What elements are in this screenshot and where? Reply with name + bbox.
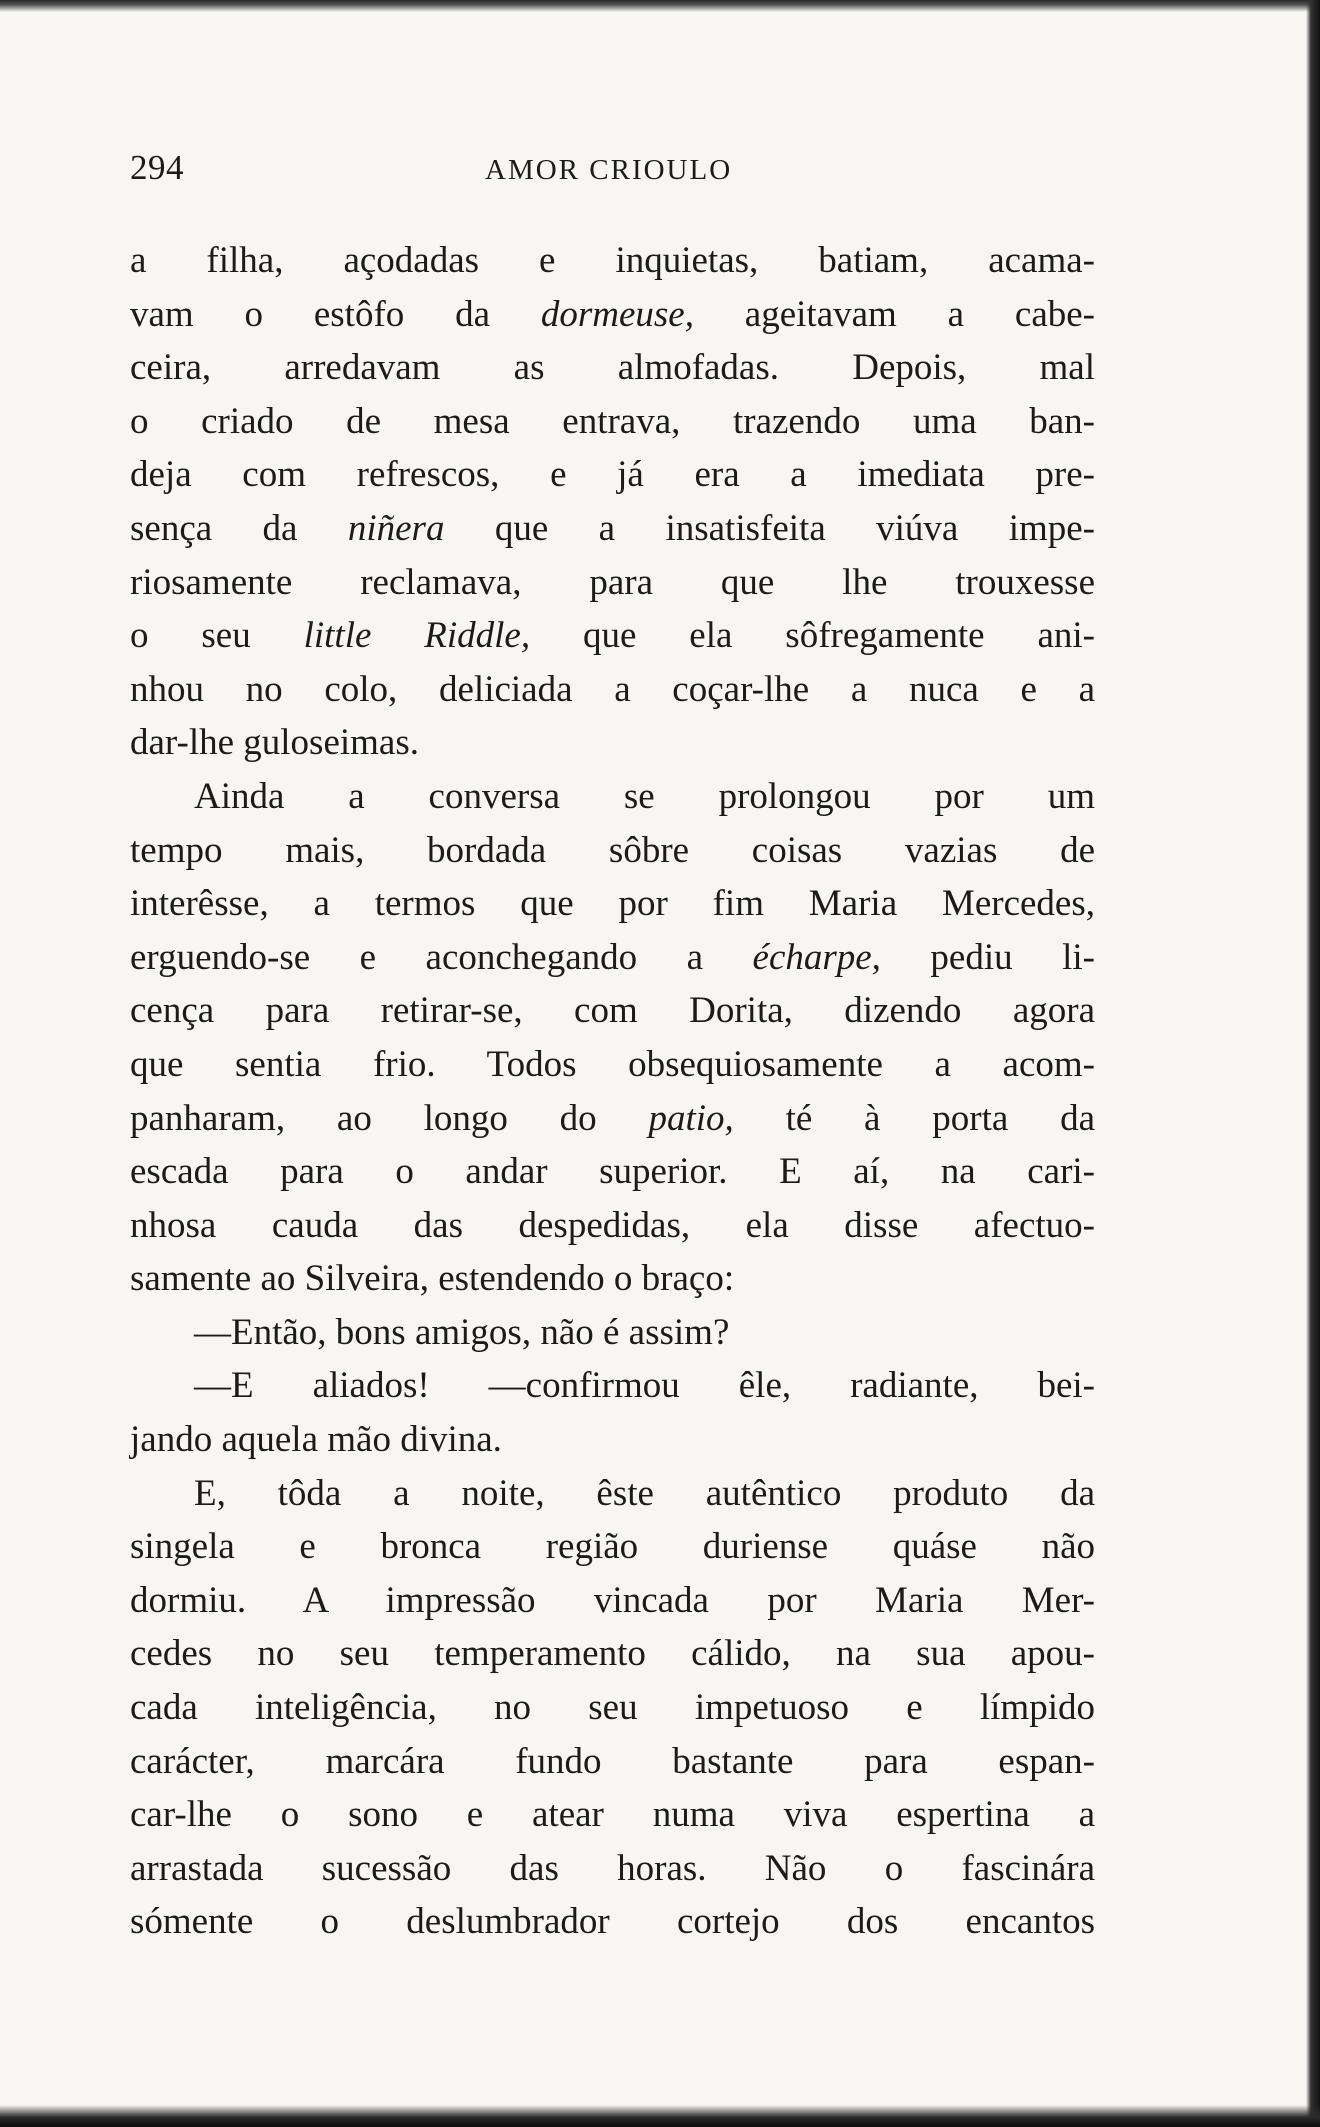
paragraph-start-line: E, tôda a noite, êste autêntico produto da	[194, 1472, 1095, 1514]
text-line: carácter, marcára fundo bastante para espan-	[130, 1740, 1095, 1782]
text-line: a filha, açodadas e inquietas, batiam, acama-	[130, 240, 1095, 281]
text-line: cada inteligência, no seu impetuoso e límpido	[130, 1687, 1095, 1729]
text-line: panharam, ao longo do patio, té à porta da	[130, 1097, 1095, 1139]
text-line: o criado de mesa entrava, trazendo uma ban-	[130, 400, 1095, 442]
text-line: sença da niñera que a insatisfeita viúva impe-	[130, 507, 1096, 549]
text-line: dormiu. A impressão vincada por Maria Mer-	[130, 1579, 1095, 1621]
text-line: singela e bronca região duriense quáse não	[130, 1526, 1095, 1568]
text-line: nhou no colo, deliciada a coçar-lhe a nuca e a	[130, 668, 1095, 710]
body-text	[130, 234, 1095, 1949]
page-number: 294	[130, 148, 184, 187]
running-title: AMOR CRIOULO	[485, 154, 733, 186]
text-line: samente ao Silveira, estendendo o braço:	[130, 1258, 735, 1300]
text-line: deja com refrescos, e já era a imediata pre-	[130, 454, 1095, 496]
text-line: nhosa cauda das despedidas, ela disse afectuo-	[130, 1204, 1095, 1246]
scan-edge-right	[1306, 0, 1320, 2127]
scan-edge-bottom	[0, 2105, 1320, 2127]
text-line: que sentia frio. Todos obsequiosamente a acom-	[130, 1043, 1095, 1085]
dialogue-line: —Então, bons amigos, não é assim?	[194, 1311, 730, 1353]
text-line: tempo mais, bordada sôbre coisas vazias de	[130, 829, 1095, 871]
text-line: dar-lhe guloseimas.	[130, 722, 420, 764]
text-line: o seu little Riddle, que ela sôfregamente ani-	[130, 615, 1095, 657]
text-line: riosamente reclamava, para que lhe trouxesse	[130, 561, 1095, 603]
text-line: jando aquela mão divina.	[130, 1419, 502, 1461]
text-line: cença para retirar-se, com Dorita, dizendo agora	[130, 990, 1095, 1032]
paragraph-start-line: Ainda a conversa se prolongou por um	[194, 775, 1095, 817]
text-line: interêsse, a termos que por fim Maria Mercedes,	[130, 883, 1095, 925]
text-line: escada para o andar superior. E aí, na cari-	[130, 1151, 1095, 1193]
text-line: sómente o deslumbrador cortejo dos encantos	[130, 1901, 1095, 1943]
page-header	[130, 148, 1095, 198]
text-line: car-lhe o sono e atear numa viva espertina a	[130, 1794, 1095, 1836]
text-line: erguendo-se e aconchegando a écharpe, pediu li-	[130, 936, 1095, 978]
text-line: vam o estôfo da dormeuse, ageitavam a cabe-	[130, 293, 1096, 335]
text-line: cedes no seu temperamento cálido, na sua apou-	[130, 1633, 1095, 1675]
scan-edge-top	[0, 0, 1320, 12]
text-line: ceira, arredavam as almofadas. Depois, mal	[130, 347, 1095, 389]
text-line: arrastada sucessão das horas. Não o fascinára	[130, 1847, 1095, 1889]
dialogue-line: —E aliados! —confirmou êle, radiante, bei-	[194, 1365, 1095, 1407]
